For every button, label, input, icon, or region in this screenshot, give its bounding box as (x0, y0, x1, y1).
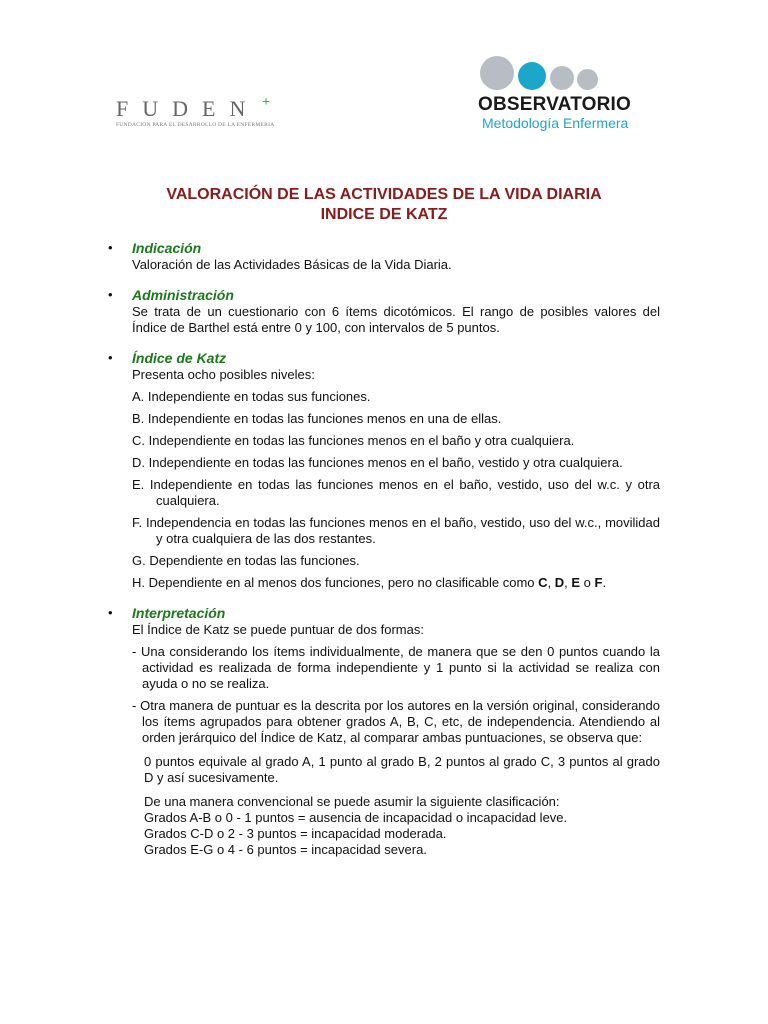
level-h-prefix: H. Dependiente en al menos dos funciones, pero no clasificable como (132, 575, 539, 590)
section-text: Valoración de las Actividades Básicas de la Vida Diaria. (132, 257, 452, 272)
dot-icon (480, 56, 514, 90)
section-intro: El Índice de Katz se puede puntuar de dos formas: (132, 622, 424, 637)
document-title (0, 185, 768, 225)
level-h-d: D (554, 575, 565, 590)
section-intro: Presenta ocho posibles niveles: (132, 367, 315, 382)
document-body (108, 240, 660, 858)
section-heading: Índice de Katz (132, 350, 227, 366)
level-h-sep: , (547, 575, 555, 590)
level-item: E. Independiente en todas las funciones menos en el baño, vestido, uso del w.c. y otra cualquiera. (132, 477, 660, 508)
bullet-icon: • (108, 350, 113, 365)
classification-item: Grados C-D o 2 - 3 puntos = incapacidad moderada. (144, 826, 447, 841)
level-item: A. Independiente en todas sus funciones. (132, 389, 371, 404)
level-h-c: C (538, 575, 548, 590)
section-heading: Interpretación (132, 605, 226, 621)
observatorio-subtitle: Metodología Enfermera (482, 115, 629, 131)
fuden-subtitle: FUNDACION PARA EL DESARROLLO DE LA ENFERMERIA (116, 122, 275, 128)
level-item-h (132, 575, 660, 591)
level-h-end: . (602, 575, 607, 590)
section-indice-katz (108, 350, 660, 591)
title-line-1: VALORACIÓN DE LAS ACTIVIDADES DE LA VIDA DIARIA (166, 186, 602, 203)
bullet-icon: • (108, 240, 113, 255)
classification-block (132, 794, 660, 858)
section-heading: Administración (132, 287, 234, 303)
level-item: C. Independiente en todas las funciones menos en el baño y otra cualquiera. (132, 433, 575, 448)
dots-logo-icon (478, 56, 678, 92)
observatorio-title: OBSERVATORIO (478, 94, 632, 115)
classification-item: Grados E-G o 4 - 6 puntos = incapacidad severa. (144, 842, 427, 857)
classification-item: Grados A-B o 0 - 1 puntos = ausencia de incapacidad o incapacidad leve. (144, 810, 568, 825)
section-text: Se trata de un cuestionario con 6 ítems dicotómicos. El rango de posibles valores del Índice de Barthel está entre 0 y 100, con intervalos de 5 puntos. (132, 304, 660, 335)
level-h-e: E (571, 575, 581, 590)
dot-icon (577, 69, 598, 90)
level-item: B. Independiente en todas las funciones menos en una de ellas. (132, 411, 502, 426)
dash-item: - Otra manera de puntuar es la descrita por los autores en la versión original, considerando los ítems agrupados para obtener grados A, B, C, etc, de independencia. Atendiendo al orden jerárquico del Índice de Katz, al comparar ambas puntuaciones, se observa que: (132, 698, 660, 745)
title-line-2: INDICE DE KATZ (320, 206, 448, 223)
plus-icon: + (262, 95, 284, 110)
level-item: F. Independencia en todas las funciones menos en el baño, vestido, uso del w.c., movilidad y otra cualquiera de las dos restantes. (132, 515, 660, 546)
section-indicacion (108, 240, 660, 273)
fuden-logo-word (116, 95, 306, 121)
section-heading: Indicación (132, 240, 202, 256)
fuden-logo (116, 95, 306, 128)
dot-icon (518, 62, 546, 90)
section-administracion (108, 287, 660, 336)
section-interpretacion (108, 605, 660, 858)
dot-icon (550, 66, 574, 90)
level-h-sep: , (564, 575, 572, 590)
bullet-icon: • (108, 605, 113, 620)
observatorio-logo (478, 56, 678, 131)
level-item: D. Independiente en todas las funciones menos en el baño, vestido y otra cualquiera. (132, 455, 623, 470)
level-h-f: F (594, 575, 603, 590)
fuden-logo-text: FUDEN (116, 96, 260, 121)
level-h-sep: o (580, 575, 595, 590)
equivalence-text: 0 puntos equivale al grado A, 1 punto al grado B, 2 puntos al grado C, 3 puntos al grado D y así sucesivamente. (144, 754, 660, 785)
bullet-icon: • (108, 287, 113, 302)
level-item: G. Dependiente en todas las funciones. (132, 553, 360, 568)
classification-intro: De una manera convencional se puede asumir la siguiente clasificación: (144, 794, 560, 809)
dash-item: - Una considerando los ítems individualmente, de manera que se den 0 puntos cuando la actividad es realizada de forma independiente y 1 punto si la actividad se realiza con ayuda o no se realiza. (132, 644, 660, 691)
